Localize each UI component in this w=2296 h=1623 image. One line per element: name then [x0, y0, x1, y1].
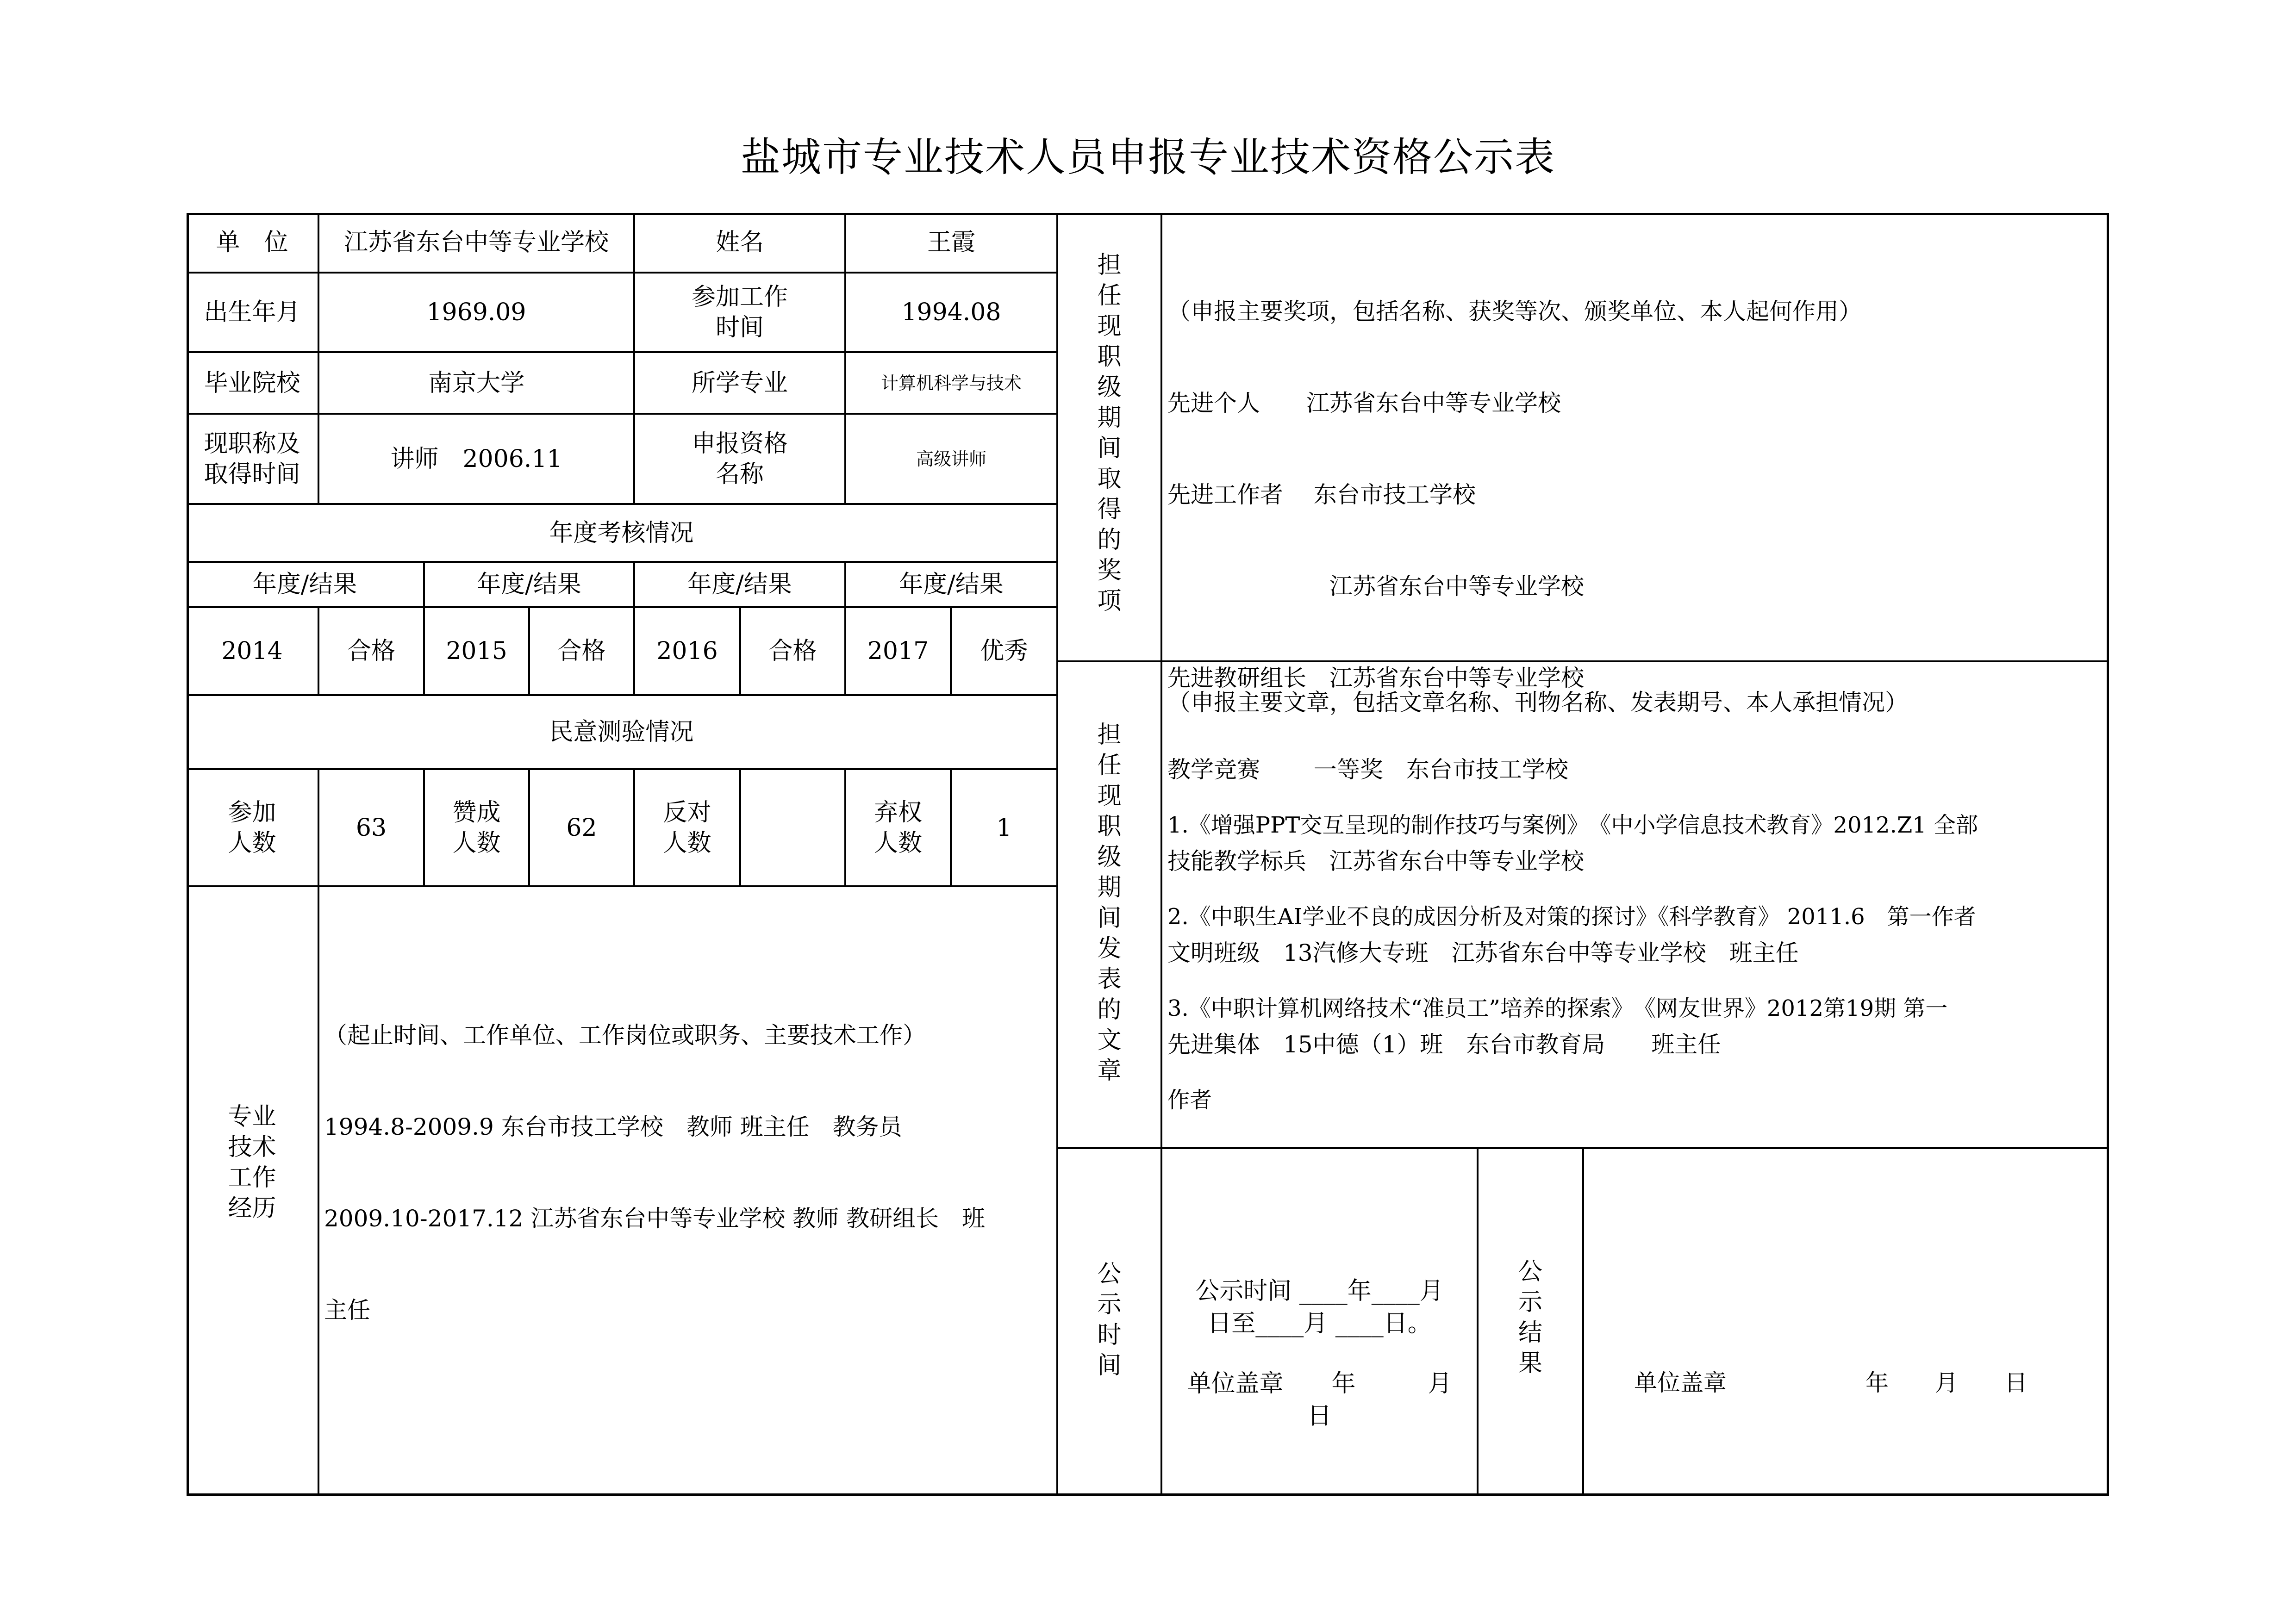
articles-label-char: 担 — [1097, 721, 1122, 749]
article-line: 作者 — [1167, 1087, 1212, 1113]
publicity-time-label — [1058, 1259, 1160, 1381]
annual-result: 合格 — [347, 637, 395, 665]
awards-label-char: 间 — [1097, 435, 1122, 462]
awards-line: （申报主要奖项，包括名称、获奖等次、颁奖单位、本人起何作用） — [1167, 298, 1862, 325]
annual-col-header: 年度/结果 — [252, 571, 357, 598]
oppose-label — [635, 770, 739, 885]
experience-line: （起止时间、工作单位、工作岗位或职务、主要技术工作） — [324, 1022, 926, 1049]
awards-label-char: 现 — [1097, 312, 1122, 340]
approve-label-line1: 赞成 — [452, 798, 501, 827]
work-start-label-line1: 参加工作 — [691, 283, 788, 311]
experience-content — [324, 959, 1051, 1356]
work-start-value: 1994.08 — [901, 298, 1001, 326]
awards-label-char: 项 — [1097, 587, 1122, 615]
publicity-time-line2: 日至____月 ____日。 — [1207, 1310, 1432, 1337]
articles-label — [1058, 720, 1160, 1086]
articles-label-char: 章 — [1097, 1057, 1122, 1085]
oppose-label-line2: 人数 — [663, 829, 711, 857]
awards-label-char: 级 — [1097, 373, 1122, 401]
publicity-time-label-char: 公 — [1097, 1260, 1122, 1288]
article-line: 3.《中职计算机网络技术“准员工”培养的探索》 《网友世界》2012第19期 第一 — [1167, 995, 1948, 1021]
divider — [1582, 1147, 1584, 1496]
name-label: 姓名 — [715, 228, 764, 256]
school-label: 毕业院校 — [204, 369, 300, 397]
annual-year: 2015 — [446, 637, 507, 665]
abstain-label — [846, 770, 950, 885]
major-value: 计算机科学与技术 — [880, 373, 1022, 393]
articles-label-char: 级 — [1097, 843, 1122, 871]
annual-year: 2017 — [867, 637, 929, 665]
annual-col-header: 年度/结果 — [899, 571, 1004, 598]
participants-value: 63 — [356, 814, 387, 842]
articles-content — [1167, 749, 2107, 1146]
publicity-stamp-line1: 单位盖章 年 月 — [1187, 1370, 1452, 1398]
awards-label-char: 得 — [1097, 496, 1122, 523]
apply-label-line1: 申报资格 — [691, 429, 788, 458]
articles-label-char: 的 — [1097, 996, 1122, 1024]
experience-line: 2009.10-2017.12 江苏省东台中等专业学校 教师 教研组长 班 — [324, 1205, 986, 1232]
experience-label-line: 专业 — [228, 1103, 276, 1131]
major-label: 所学专业 — [691, 369, 788, 397]
awards-line: 先进个人 江苏省东台中等专业学校 — [1167, 390, 1561, 417]
experience-label-line: 技术 — [228, 1133, 276, 1161]
articles-label-char: 表 — [1097, 965, 1122, 993]
experience-line: 主任 — [324, 1297, 370, 1324]
title-label-line1: 现职称及 — [204, 429, 300, 458]
article-line: 1.《增强PPT交互呈现的制作技巧与案例》 《中小学信息技术教育》2012.Z1 全部 — [1167, 812, 1978, 838]
approve-value: 62 — [566, 814, 597, 842]
publicity-result-label — [1479, 1256, 1582, 1379]
title-value: 讲师 2006.11 — [390, 445, 562, 473]
annual-result: 合格 — [557, 637, 606, 665]
annual-year: 2014 — [221, 637, 283, 665]
experience-label-line: 工作 — [228, 1164, 276, 1192]
apply-label-line2: 名称 — [715, 460, 764, 488]
awards-line: 文明班级 13汽修大专班 江苏省东台中等专业学校 班主任 — [1167, 939, 1799, 966]
articles-label-char: 任 — [1097, 752, 1122, 779]
participants-label-line1: 参加 — [228, 798, 276, 827]
annual-result: 合格 — [768, 637, 817, 665]
awards-label — [1058, 250, 1160, 616]
oppose-label-line1: 反对 — [663, 798, 711, 827]
page-title: 盐城市专业技术人员申报专业技术资格公示表 — [741, 134, 1555, 180]
birth-value: 1969.09 — [426, 298, 526, 326]
articles-label-char: 现 — [1097, 782, 1122, 810]
school-value: 南京大学 — [428, 369, 524, 397]
publicity-result-label-char: 结 — [1518, 1319, 1542, 1347]
annual-col-header: 年度/结果 — [687, 571, 792, 598]
participants-label — [187, 770, 318, 885]
divider — [318, 885, 319, 1496]
awards-line: 江苏省东台中等专业学校 — [1167, 573, 1584, 600]
apply-label — [635, 415, 844, 503]
articles-label-char: 期 — [1097, 874, 1122, 902]
publicity-result-label-char: 公 — [1518, 1258, 1542, 1286]
articles-label-char: 职 — [1097, 813, 1122, 840]
awards-label-char: 奖 — [1097, 557, 1122, 585]
awards-label-char: 任 — [1097, 282, 1122, 310]
article-line: 2.《中职生AI学业不良的成因分析及对策的探讨》《科学教育》 2011.6 第一作者 — [1167, 904, 1976, 930]
publicity-time-label-char: 示 — [1097, 1291, 1122, 1318]
publicity-time-label-char: 间 — [1097, 1352, 1122, 1380]
awards-line: 先进工作者 东台市技工学校 — [1167, 481, 1476, 508]
title-label-line2: 取得时间 — [204, 460, 300, 488]
experience-line: 1994.8-2009.9 东台市技工学校 教师 班主任 教务员 — [324, 1113, 902, 1140]
unit-value: 江苏省东台中等专业学校 — [343, 228, 609, 256]
publicity-time-label-char: 时 — [1097, 1321, 1122, 1349]
unit-label: 单 位 — [216, 228, 288, 256]
publicity-result-label-char: 示 — [1518, 1288, 1542, 1316]
publicity-result-label-char: 果 — [1518, 1349, 1542, 1377]
awards-label-char: 担 — [1097, 251, 1122, 279]
publicity-time-line1: 公示时间 ____年____月 — [1195, 1277, 1444, 1305]
articles-label-char: 间 — [1097, 904, 1122, 932]
awards-label-char: 取 — [1097, 465, 1122, 493]
title-label — [187, 415, 318, 503]
articles-label-char: 发 — [1097, 935, 1122, 963]
annual-year: 2016 — [656, 637, 718, 665]
annual-result: 优秀 — [980, 637, 1028, 665]
participants-label-line2: 人数 — [228, 829, 276, 857]
annual-col-header: 年度/结果 — [477, 571, 581, 598]
awards-line: 教学竞赛 一等奖 东台市技工学校 — [1167, 756, 1568, 783]
awards-line: 技能教学标兵 江苏省东台中等专业学校 — [1167, 848, 1584, 875]
poll-section-label: 民意测验情况 — [549, 718, 694, 746]
work-start-label-line2: 时间 — [715, 314, 764, 342]
annual-section-label: 年度考核情况 — [549, 519, 694, 547]
oppose-value — [741, 770, 844, 885]
experience-label — [187, 1101, 318, 1240]
apply-value: 高级讲师 — [916, 448, 986, 469]
birth-label: 出生年月 — [204, 298, 300, 326]
awards-label-char: 职 — [1097, 343, 1122, 371]
approve-label — [425, 770, 528, 885]
awards-label-char: 期 — [1097, 404, 1122, 432]
approve-label-line2: 人数 — [452, 829, 501, 857]
awards-label-char: 的 — [1097, 526, 1122, 554]
name-value: 王霞 — [927, 228, 975, 256]
abstain-value: 1 — [996, 814, 1012, 842]
publicity-stamp-line2: 日 — [1307, 1402, 1332, 1430]
experience-label-line: 经历 — [228, 1194, 276, 1222]
awards-line: 先进集体 15中德（1）班 东台市教育局 班主任 — [1167, 1031, 1721, 1058]
articles-label-char: 文 — [1097, 1026, 1122, 1054]
articles-header: （申报主要文章，包括文章名称、刊物名称、发表期号、本人承担情况） — [1167, 689, 1908, 716]
awards-line: 先进教研组长 江苏省东台中等专业学校 — [1167, 665, 1584, 691]
abstain-label-line1: 弃权 — [873, 798, 922, 827]
publicity-result-stamp: 单位盖章 年 月 日 — [1634, 1369, 2028, 1396]
work-start-label — [635, 274, 844, 351]
abstain-label-line2: 人数 — [873, 829, 922, 857]
